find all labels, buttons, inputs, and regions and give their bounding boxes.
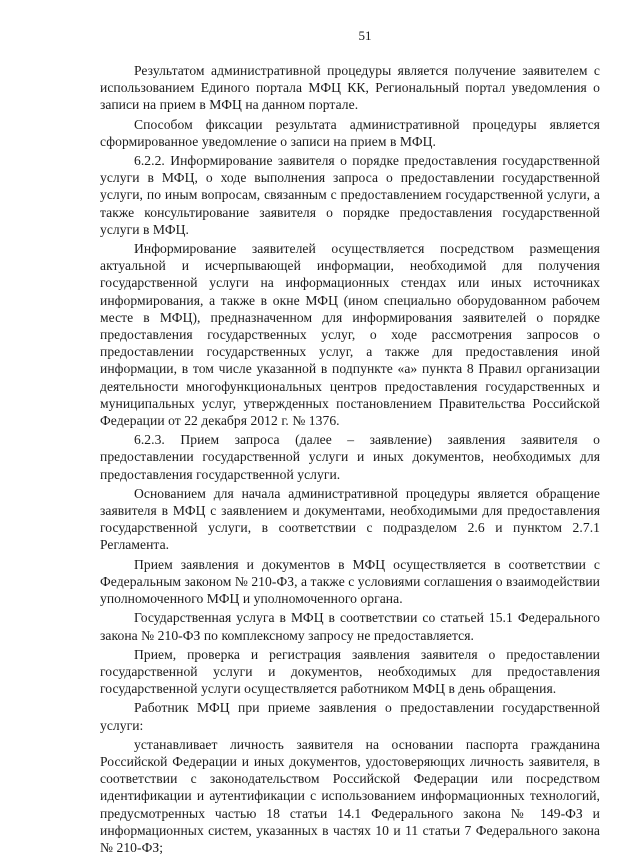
paragraph-informing: Информирование заявителей осуществляется посредством размещения актуальной и исчерпывающей информации, необходимой для получения государственной услуги на информационных стендах или иных источниках информирования, а также в окне МФЦ (ином специально оборудованном рабочем месте в МФЦ), предназначенном для информирования заявителей о порядке предоставления государственных услуг, о ходе рассмотрения запросов о предоставлении государственных услуг, а также для предоставления иной информации, в том числе указанной в подпункте «а» пункта 8 Правил организации деятельности многофункциональных центров предоставления государственных и муниципальных услуг, утвержденных постановлением Правительства Российской Федерации от 22 декабря 2012 г. № 1376. — [100, 241, 600, 429]
paragraph-fixation: Способом фиксации результата административной процедуры является сформированное уведомление о записи на прием в МФЦ. — [100, 116, 600, 149]
paragraph-registration: Прием, проверка и регистрация заявления заявителя о предоставлении государственной услуги и документов, необходимых для предоставления государственной услуги осуществляется работником МФЦ в день обращения. — [100, 646, 600, 697]
page-number: 51 — [358, 28, 372, 43]
paragraph-6-2-2: 6.2.2. Информирование заявителя о порядке предоставления государственной услуги в МФЦ, о ходе выполнения запроса о предоставлении государственной услуги, по иным вопросам, связанным с предоставлением государственной услуги, а также консультирование заявителя о порядке предоставления государственной услуги в МФЦ. — [100, 153, 600, 237]
paragraph-reception: Прием заявления и документов в МФЦ осуществляется в соответствии с Федеральным законом № 210-ФЗ, а также с условиями соглашения о взаимодействии уполномоченного МФЦ и уполномоченного органа. — [100, 556, 600, 607]
paragraph-complex-request: Государственная услуга в МФЦ в соответствии со статьей 15.1 Федерального закона № 210-ФЗ по комплексному запросу не предоставляется. — [100, 610, 600, 643]
paragraph-result: Результатом административной процедуры является получение заявителем с использованием Единого портала МФЦ КК, Региональный портал уведомления о записи на прием в МФЦ на данном портале. — [100, 63, 600, 113]
paragraph-basis: Основанием для начала административной процедуры является обращение заявителя в МФЦ с заявлением и документами, необходимыми для предоставления государственной услуги, в соответствии с подразделом 2.6 и пунктом 2.7.1 Регламента. — [100, 485, 600, 553]
paragraph-identity: устанавливает личность заявителя на основании паспорта гражданина Российской Федерации и иных документов, удостоверяющих личность заявителя, в соответствии с законодательством Российской Федерации или посредством идентификации и аутентификации с использованием информационных технологий, предусмотренных частью 18 статьи 14.1 Федерального закона № 149-ФЗ и информационных систем, указанных в частях 10 и 11 статьи 7 Федерального закона № 210-ФЗ; — [100, 736, 600, 855]
paragraph-6-2-3: 6.2.3. Прием запроса (далее – заявление) заявления заявителя о предоставлении государственной услуги и иных документов, необходимых для предоставления государственной услуги. — [100, 432, 600, 482]
paragraph-worker: Работник МФЦ при приеме заявления о предоставлении государственной услуги: — [100, 700, 600, 733]
